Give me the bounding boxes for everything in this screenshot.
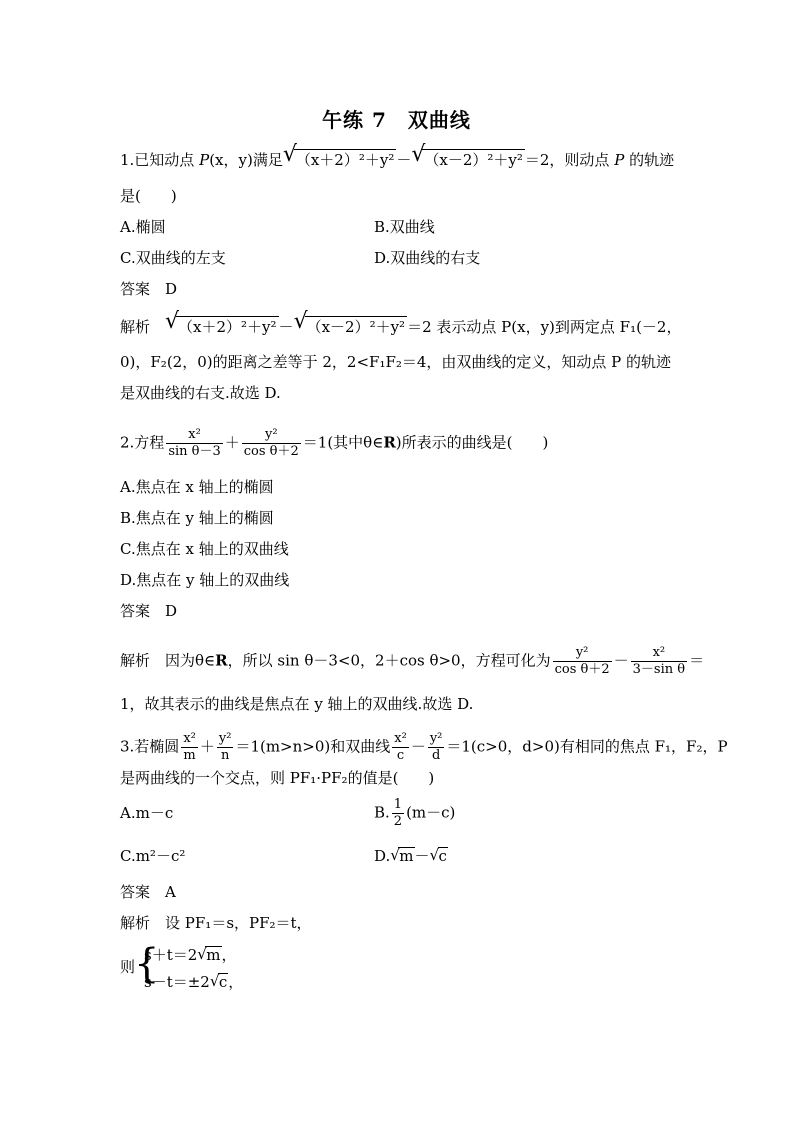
q1-stem-mid: 满足	[252, 151, 283, 169]
q2-solution-line2: 1，故其表示的曲线是焦点在 y 轴上的双曲线.故选 D.	[120, 695, 474, 713]
q3-hyperbola-fraction-2: $\frac{\text{y²}}{d}$	[429, 731, 443, 763]
q1-solution-label: 解析	[120, 318, 151, 336]
q2-option-c: C.焦点在 x 轴上的双曲线	[120, 540, 289, 558]
q2-sol-fraction-1: $\frac{\text{y²}}{\text{cos θ＋2}}$	[554, 645, 610, 677]
q1-stem-line2: 是( )	[120, 187, 177, 205]
q1-sol-radical-2: √ （x－2）²＋y²	[294, 316, 408, 337]
q1-coords: (x，y)	[209, 151, 253, 169]
q1-option-b: B.双曲线	[374, 218, 435, 236]
q3-ellipse-fraction-2: $\frac{\text{y²}}{n}$	[218, 731, 232, 763]
q3-system-prefix: 则	[120, 958, 136, 976]
q2-option-a: A.焦点在 x 轴上的椭圆	[120, 478, 274, 496]
q2-fraction-2: $\frac{\text{y²}}{\text{cos θ＋2}}$	[243, 427, 299, 459]
q1-option-d: D.双曲线的右支	[374, 249, 481, 267]
q3-option-a: A.m－c	[120, 804, 174, 822]
q1-stem-prefix: 1.已知动点	[120, 151, 200, 169]
q3-option-b: B. $\frac{1}{2}$ (m－c)	[374, 797, 456, 829]
q3-answer-value: A	[165, 883, 176, 901]
q2-answer: 答案 D	[120, 602, 178, 620]
q3-answer: 答案 A	[120, 883, 176, 901]
q3-system-line1: s＋t＝2√ m，	[144, 945, 237, 965]
q1-stem-line1: 1.已知动点 P(x，y)满足√ （x＋2）²＋y² －√ （x－2）²＋y² ＝2，则动点 P 的轨迹	[120, 149, 674, 170]
q2-answer-value: D	[165, 602, 178, 620]
page-title: 午练 7 双曲线	[322, 108, 471, 132]
q1-answer-label: 答案	[120, 280, 151, 298]
q3-option-b-fraction: $\frac{1}{2}$	[393, 797, 403, 829]
q2-stem: 2.方程 $\frac{\text{x²}}{\text{sin θ－3}}$ ＋ $\frac{\text{y²}}{\text{cos θ＋2}}$ ＝1(其中θ∈R)所表示的曲线是( )	[120, 427, 549, 459]
q1-solution-line1: 解析 √ （x＋2）²＋y² －√ （x－2）²＋y² ＝2 表示动点 P(x，y)到两定点 F₁(－2，	[120, 316, 681, 337]
q1-solution-line3: 是双曲线的右支.故选 D.	[120, 384, 281, 402]
q1-answer-value: D	[165, 280, 178, 298]
q3-option-d: D.√ m－√ c	[374, 846, 448, 866]
q1-stem-tail: 的轨迹	[624, 151, 675, 169]
q1-answer	[120, 279, 177, 299]
q3-stem-line2: 是两曲线的一个交点，则 PF₁·PF₂的值是( )	[120, 769, 435, 787]
q1-radical-1: √ （x＋2）²＋y²	[283, 149, 397, 170]
q1-sol-radical-1: √ （x＋2）²＋y²	[165, 316, 279, 337]
q3-option-c: C.m²－c²	[120, 847, 186, 865]
q3-stem-line1: 3.若椭圆 $\frac{\text{x²}}{m}$ ＋ $\frac{\text{y²}}{n}$ ＝1(m>n>0)和双曲线 $\frac{\text{x²}}{c}$ － $\frac{\text{y²}}{d}$ ＝1(c>0，d>0)有相同的焦点 F₁，F₂，P	[120, 731, 728, 763]
q2-option-d: D.焦点在 y 轴上的双曲线	[120, 571, 290, 589]
q2-option-b: B.焦点在 y 轴上的椭圆	[120, 509, 274, 527]
q1-solution-line2: 0)，F₂(2，0)的距离之差等于 2，2<F₁F₂＝4，由双曲线的定义，知动点 P 的轨迹	[120, 353, 672, 371]
system-brace: {	[134, 941, 160, 987]
q2-sol-fraction-2: $\frac{\text{x²}}{\text{3－sin θ}}$	[632, 645, 686, 677]
q1-stem-eq: ＝2，则动点	[524, 151, 615, 169]
q1-option-a: A.椭圆	[120, 218, 166, 236]
q2-solution-line1: 解析 因为θ∈R，所以 sin θ－3<0，2＋cos θ>0，方程可化为 $\frac{\text{y²}}{\text{cos θ＋2}}$ － $\frac{\text{x²}}{\text{3－sin θ}}$ ＝	[120, 645, 705, 677]
q2-fraction-1: $\frac{\text{x²}}{\text{sin θ－3}}$	[168, 427, 221, 459]
q1-option-c: C.双曲线的左支	[120, 249, 226, 267]
q1-point-p: P	[199, 151, 210, 169]
q3-ellipse-fraction-1: $\frac{\text{x²}}{m}$	[183, 731, 196, 763]
q3-solution-line1: 解析 设 PF₁＝s，PF₂＝t，	[120, 914, 312, 932]
q3-hyperbola-fraction-1: $\frac{\text{x²}}{c}$	[394, 731, 407, 763]
q3-system-line2: s－t＝±2√ c，	[144, 972, 243, 992]
q1-radical-2: √ （x－2）²＋y²	[411, 149, 525, 170]
